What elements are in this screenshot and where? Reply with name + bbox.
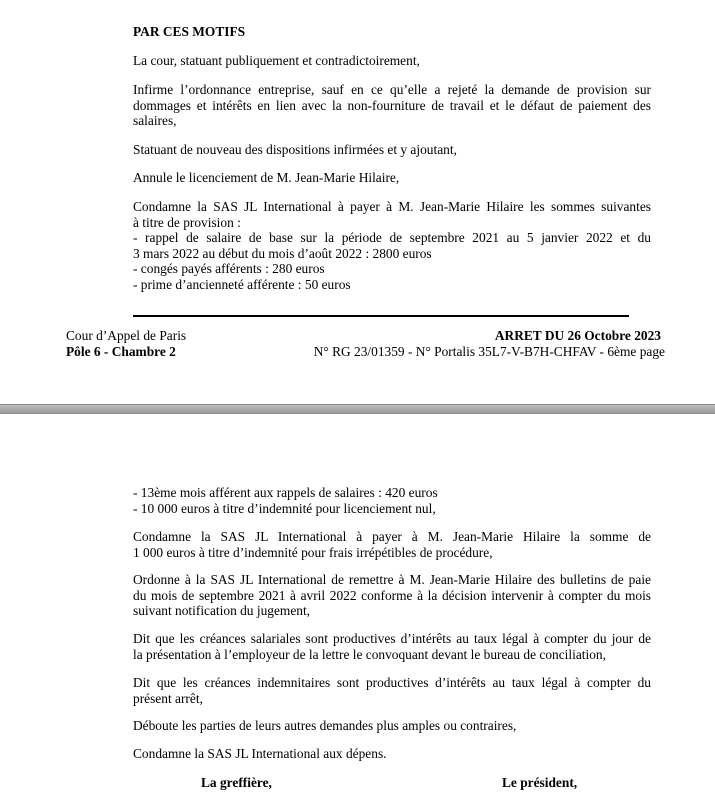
text-line: Condamne la SAS JL International à payer à M. Jean-Marie Hilaire les sommes suivantes [133, 199, 651, 214]
paragraph-infirme [133, 82, 651, 129]
text-line: à titre de provision : [133, 214, 241, 230]
list-item: - rappel de salaire de base sur la période de septembre 2021 au 5 janvier 2022 et du [133, 230, 651, 246]
paragraph-condamne-frais [133, 529, 651, 560]
list-item-continuation: 3 mars 2022 au début du mois d’août 2022 : 2800 euros [133, 245, 432, 261]
text-line: Dit que les créances indemnitaires sont productives d’intérêts au taux légal à compter du [133, 675, 651, 690]
text-line: salaires, [133, 113, 177, 129]
page-separator [0, 404, 715, 414]
text-line: Infirme l’ordonnance entreprise, sauf en ce qu’elle a rejeté la demande de provision sur [133, 82, 651, 97]
text-line: suivant notification du jugement, [133, 603, 311, 619]
list-item: - congés payés afférents : 280 euros [133, 261, 325, 277]
list-item: - prime d’ancienneté afférente : 50 euros [133, 276, 351, 292]
text-line: Condamne la SAS JL International à payer à M. Jean-Marie Hilaire la somme de [133, 529, 651, 544]
list-item: - 13ème mois afférent aux rappels de salaires : 420 euros [133, 485, 438, 500]
footer-court: Cour d’Appel de Paris [66, 328, 187, 343]
paragraph-depens: Condamne la SAS JL International aux dépens. [133, 746, 387, 761]
text-line: la présentation à l’employeur de la lettre le convoquant devant le bureau de conciliation, [133, 646, 606, 662]
footer-divider [133, 315, 629, 317]
text-line: présent arrêt, [133, 690, 203, 706]
text-line: Ordonne à la SAS JL International de remettre à M. Jean-Marie Hilaire des bulletins de paie [133, 572, 651, 587]
paragraph-deboute: Déboute les parties de leurs autres demandes plus amples ou contraires, [133, 718, 517, 733]
footer-chamber: Pôle 6 - Chambre 2 [66, 344, 176, 359]
footer-reference: N° RG 23/01359 - N° Portalis 35L7-V-B7H-CHFAV - 6ème page [313, 344, 665, 359]
signature-greffiere: La greffière, [201, 775, 272, 790]
text-line: du mois de septembre 2021 à avril 2022 conforme à la décision intervenir à compter du mois [133, 587, 651, 603]
paragraph-annule: Annule le licenciement de M. Jean-Marie Hilaire, [133, 170, 400, 185]
paragraph-condamne-provision [133, 199, 651, 293]
list-item: - 10 000 euros à titre d’indemnité pour licenciement nul, [133, 500, 436, 516]
section-heading: PAR CES MOTIFS [133, 24, 246, 39]
paragraph-creances-salariales [133, 631, 651, 662]
text-line: dommages et intérêts en lien avec la non-fourniture de travail et le défaut de paiement des [133, 97, 651, 113]
paragraph-creances-indemnitaires [133, 675, 651, 706]
footer-arret-date: ARRET DU 26 Octobre 2023 [494, 328, 661, 343]
text-line: Dit que les créances salariales sont productives d’intérêts au taux légal à compter du jour de [133, 631, 651, 646]
paragraph-statuant: La cour, statuant publiquement et contradictoirement, [133, 53, 420, 68]
signature-president: Le président, [502, 775, 578, 790]
list-continuation [133, 485, 651, 516]
paragraph-ordonne [133, 572, 651, 619]
paragraph-statuant-nouveau: Statuant de nouveau des dispositions infirmées et y ajoutant, [133, 142, 457, 157]
text-line: 1 000 euros à titre d’indemnité pour frais irrépétibles de procédure, [133, 544, 493, 560]
document-page-7 [0, 414, 715, 794]
